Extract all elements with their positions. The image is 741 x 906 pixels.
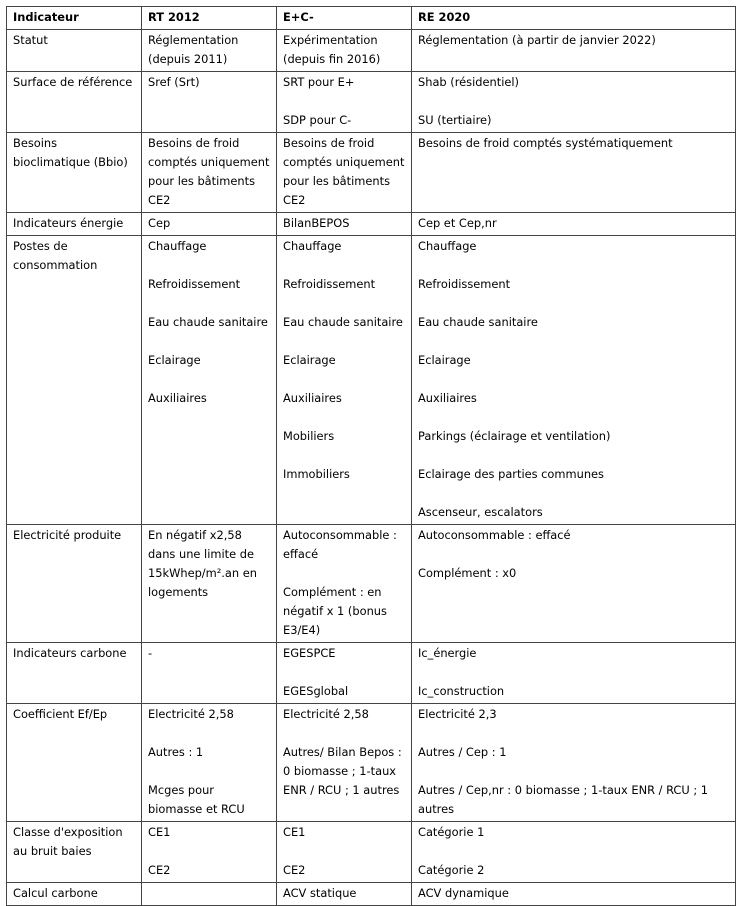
cell-e-plus-c-minus (277, 72, 412, 133)
cell-rt2012 (142, 72, 277, 133)
paragraph-gap (283, 663, 405, 682)
cell-text: Ascenseur, escalators (418, 505, 543, 519)
paragraph-gap (418, 446, 729, 465)
paragraph-gap (418, 294, 729, 313)
paragraph-gap (148, 256, 270, 275)
cell-e-plus-c-minus (277, 883, 412, 906)
paragraph-gap (418, 408, 729, 427)
cell-text: Calcul carbone (13, 886, 98, 900)
cell-text: Auxiliaires (148, 391, 207, 405)
paragraph-gap (283, 724, 405, 743)
cell-text: Refroidissement (418, 277, 511, 291)
cell-text: Autres / Cep,nr : 0 biomasse ; 1-taux ENR / RCU ; 1 autres (418, 783, 709, 816)
cell-text: Statut (13, 33, 48, 47)
paragraph-gap (283, 564, 405, 583)
paragraph-gap (283, 332, 405, 351)
header-row (7, 7, 736, 30)
cell-text: Catégorie 1 (418, 825, 485, 839)
cell-text: Ic_énergie (418, 646, 477, 660)
paragraph-gap (418, 256, 729, 275)
table-row-bbio (7, 133, 736, 213)
table-row-surface (7, 72, 736, 133)
cell-e-plus-c-minus (277, 30, 412, 72)
cell-text: Autres/ Bilan Bepos : 0 biomasse ; 1-taux ENR / RCU ; 1 autres (283, 745, 402, 797)
cell-text: Complément : en négatif x 1 (bonus E3/E4) (283, 585, 387, 637)
paragraph-gap (148, 762, 270, 781)
cell-text: En négatif x2,58 dans une limite de 15kWhep/m².an en logements (148, 528, 257, 599)
paragraph-gap (283, 842, 405, 861)
cell-text: Eclairage (148, 353, 201, 367)
cell-indicateur (7, 525, 142, 643)
cell-text: Autres : 1 (148, 745, 204, 759)
cell-text: Ic_construction (418, 684, 505, 698)
cell-text: Eau chaude sanitaire (148, 315, 268, 329)
cell-text: Réglementation (depuis 2011) (148, 33, 239, 66)
header-e-plus-c-minus: E+C- (277, 7, 412, 30)
table-row-bruit (7, 822, 736, 883)
cell-text: Immobiliers (283, 467, 350, 481)
cell-text: Eclairage (283, 353, 336, 367)
table-body (7, 30, 736, 906)
paragraph-gap (418, 370, 729, 389)
paragraph-gap (283, 92, 405, 111)
cell-indicateur (7, 704, 142, 822)
cell-text: Eclairage (418, 353, 471, 367)
cell-text: Auxiliaires (283, 391, 342, 405)
paragraph-gap (283, 294, 405, 313)
cell-e-plus-c-minus (277, 133, 412, 213)
cell-rt2012 (142, 643, 277, 704)
cell-indicateur (7, 822, 142, 883)
cell-re2020 (412, 72, 736, 133)
cell-text: Mcges pour biomasse et RCU (148, 783, 245, 816)
cell-e-plus-c-minus (277, 643, 412, 704)
table-row-energie (7, 213, 736, 236)
cell-text: Complément : x0 (418, 566, 517, 580)
cell-text: CE1 (148, 825, 171, 839)
paragraph-gap (418, 663, 729, 682)
cell-e-plus-c-minus (277, 822, 412, 883)
cell-text: BilanBEPOS (283, 216, 350, 230)
cell-rt2012 (142, 822, 277, 883)
cell-text: Electricité produite (13, 528, 122, 542)
paragraph-gap (148, 370, 270, 389)
paragraph-gap (418, 484, 729, 503)
cell-text: SU (tertiaire) (418, 113, 492, 127)
cell-e-plus-c-minus (277, 525, 412, 643)
cell-indicateur (7, 883, 142, 906)
cell-re2020 (412, 704, 736, 822)
cell-text: Besoins de froid comptés systématiquement (418, 136, 673, 150)
paragraph-gap (418, 332, 729, 351)
table-row-coef (7, 704, 736, 822)
cell-rt2012 (142, 133, 277, 213)
cell-text: Refroidissement (283, 277, 376, 291)
cell-text: - (148, 646, 153, 660)
cell-text: Catégorie 2 (418, 863, 485, 877)
cell-rt2012 (142, 236, 277, 525)
cell-text: Refroidissement (148, 277, 241, 291)
cell-rt2012 (142, 30, 277, 72)
cell-indicateur (7, 30, 142, 72)
cell-text: Autoconsommable : effacé (283, 528, 397, 561)
cell-text: Parkings (éclairage et ventilation) (418, 429, 611, 443)
paragraph-gap (418, 842, 729, 861)
cell-text: ACV statique (283, 886, 357, 900)
paragraph-gap (418, 724, 729, 743)
cell-e-plus-c-minus (277, 704, 412, 822)
cell-text: Réglementation (à partir de janvier 2022) (418, 33, 656, 47)
comparison-table (6, 6, 736, 906)
cell-text: Sref (Srt) (148, 75, 200, 89)
cell-text: Postes de consommation (13, 239, 98, 272)
cell-text: Autoconsommable : effacé (418, 528, 571, 542)
cell-text: Besoins bioclimatique (Bbio) (13, 136, 128, 169)
paragraph-gap (283, 256, 405, 275)
cell-text: Chauffage (283, 239, 342, 253)
paragraph-gap (283, 446, 405, 465)
cell-text: SRT pour E+ (283, 75, 355, 89)
cell-indicateur (7, 133, 142, 213)
cell-e-plus-c-minus (277, 213, 412, 236)
cell-re2020 (412, 213, 736, 236)
cell-re2020 (412, 822, 736, 883)
cell-text: Eclairage des parties communes (418, 467, 604, 481)
cell-rt2012 (142, 213, 277, 236)
cell-text: Autres / Cep : 1 (418, 745, 507, 759)
cell-text: EGESglobal (283, 684, 349, 698)
cell-text (148, 884, 270, 903)
cell-text: Expérimentation (depuis fin 2016) (283, 33, 381, 66)
paragraph-gap (418, 92, 729, 111)
cell-text: CE2 (148, 863, 171, 877)
cell-re2020 (412, 133, 736, 213)
cell-text: Indicateurs carbone (13, 646, 127, 660)
cell-text: Auxiliaires (418, 391, 477, 405)
cell-indicateur (7, 236, 142, 525)
cell-text: EGESPCE (283, 646, 336, 660)
cell-text: Shab (résidentiel) (418, 75, 519, 89)
cell-re2020 (412, 883, 736, 906)
cell-re2020 (412, 30, 736, 72)
header-indicateur: Indicateur (7, 7, 142, 30)
cell-text: Besoins de froid comptés uniquement pour les bâtiments CE2 (283, 136, 405, 207)
paragraph-gap (418, 762, 729, 781)
cell-text: Coefficient Ef/Ep (13, 707, 108, 721)
cell-text: Eau chaude sanitaire (283, 315, 403, 329)
cell-re2020 (412, 643, 736, 704)
cell-e-plus-c-minus (277, 236, 412, 525)
cell-text: SDP pour C- (283, 113, 352, 127)
cell-text: Classe d'exposition au bruit baies (13, 825, 123, 858)
table-row-postes (7, 236, 736, 525)
paragraph-gap (148, 724, 270, 743)
cell-re2020 (412, 525, 736, 643)
header-rt2012: RT 2012 (142, 7, 277, 30)
cell-rt2012 (142, 525, 277, 643)
cell-text: Chauffage (418, 239, 477, 253)
cell-indicateur (7, 213, 142, 236)
paragraph-gap (148, 332, 270, 351)
cell-indicateur (7, 643, 142, 704)
cell-text: Chauffage (148, 239, 207, 253)
table-row-statut (7, 30, 736, 72)
cell-text: Electricité 2,58 (283, 707, 369, 721)
table-row-electricite (7, 525, 736, 643)
table-row-carbone (7, 643, 736, 704)
cell-text: Eau chaude sanitaire (418, 315, 538, 329)
paragraph-gap (283, 408, 405, 427)
cell-text: Cep (148, 216, 171, 230)
cell-rt2012 (142, 883, 277, 906)
cell-text: Electricité 2,3 (418, 707, 497, 721)
table-row-calcul (7, 883, 736, 906)
cell-text: Besoins de froid comptés uniquement pour les bâtiments CE2 (148, 136, 270, 207)
paragraph-gap (148, 842, 270, 861)
cell-text: Cep et Cep,nr (418, 216, 497, 230)
paragraph-gap (283, 370, 405, 389)
header-re2020: RE 2020 (412, 7, 736, 30)
cell-indicateur (7, 72, 142, 133)
paragraph-gap (148, 294, 270, 313)
cell-re2020 (412, 236, 736, 525)
cell-rt2012 (142, 704, 277, 822)
cell-text: Electricité 2,58 (148, 707, 234, 721)
cell-text: ACV dynamique (418, 886, 509, 900)
cell-text: Surface de référence (13, 75, 133, 89)
cell-text: CE2 (283, 863, 306, 877)
cell-text: CE1 (283, 825, 306, 839)
cell-text: Indicateurs énergie (13, 216, 124, 230)
cell-text: Mobiliers (283, 429, 335, 443)
paragraph-gap (418, 545, 729, 564)
table-header (7, 7, 736, 30)
